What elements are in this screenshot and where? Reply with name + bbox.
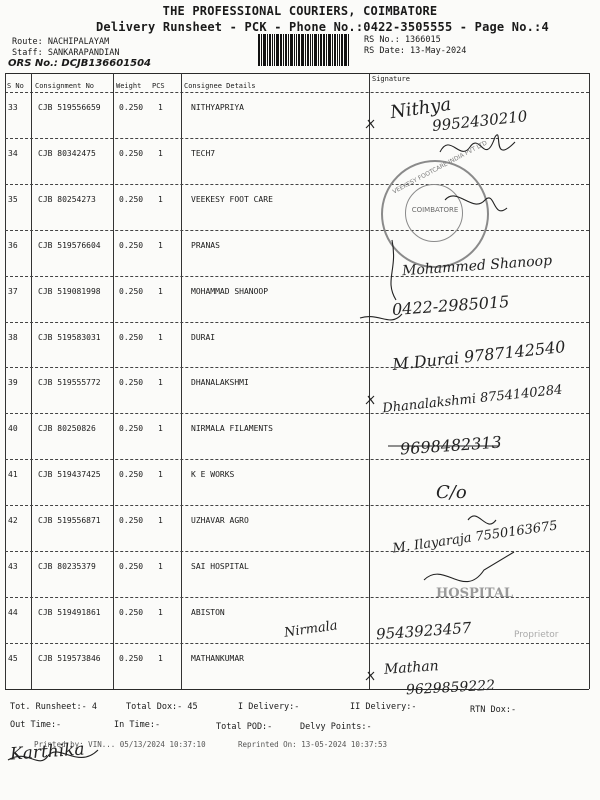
row-pieces: 1	[158, 562, 163, 571]
row-serial-number: 33	[8, 103, 18, 112]
row-consignee-name: NITHYAPRIYA	[191, 103, 244, 112]
printed-line: Printed by: VIN... 05/13/2024 10:37:10	[34, 740, 206, 749]
column-header-consignment: Consignment No	[35, 82, 95, 90]
column-header-consignee: Consignee Details	[184, 82, 256, 90]
row-consignee-name: UZHAVAR AGRO	[191, 516, 249, 526]
row-serial-number: 44	[8, 607, 18, 617]
row-consignment-number: CJB 519081998	[38, 286, 101, 296]
signature-45: Mathan	[383, 658, 440, 678]
total-pod: Total POD:-	[216, 722, 273, 732]
row-weight: 0.250	[119, 240, 144, 250]
column-header-weight: Weight	[116, 82, 142, 90]
row-weight: 0.250	[119, 378, 144, 388]
row-serial-number: 36	[8, 240, 18, 250]
row-pieces: 1	[158, 103, 163, 112]
signature-scribble	[424, 552, 514, 582]
row-consignment-number: CJB 80235379	[38, 562, 96, 571]
column-header-signature: Signature	[372, 75, 410, 83]
row-serial-number: 41	[8, 470, 18, 480]
footer-signature: Karthika	[9, 739, 86, 765]
row-serial-number: 34	[8, 148, 18, 158]
row-consignee-name: VEEKESY FOOT CARE	[191, 194, 273, 204]
row-consignee-name: TECH7	[191, 148, 216, 158]
row-pieces: 1	[158, 286, 163, 296]
row-consignee-name: MATHANKUMAR	[191, 653, 244, 663]
row-serial-number: 40	[8, 424, 18, 434]
row-serial-number: 39	[8, 378, 18, 388]
phone-40: 9698482313	[399, 432, 503, 459]
row-consignment-number: CJB 519555772	[38, 378, 101, 388]
row-pieces: 1	[158, 653, 163, 663]
row-pieces: 1	[158, 378, 163, 388]
row-weight: 0.250	[119, 103, 144, 112]
row-pieces: 1	[158, 332, 163, 342]
row-weight: 0.250	[119, 424, 144, 434]
rs-date: RS Date: 13-May-2024	[364, 46, 467, 56]
out-time: Out Time:-	[10, 720, 62, 730]
signature-scribble	[468, 516, 496, 524]
row-pieces: 1	[158, 194, 163, 204]
stamp-ring-text: VEEKESY FOOTCARE INDIA PVT LTD	[391, 139, 489, 196]
row-pieces: 1	[158, 240, 163, 250]
table-bottom-border	[5, 689, 589, 690]
proprietor-stamp-text: Proprietor	[514, 630, 559, 640]
row-weight: 0.250	[119, 516, 144, 526]
row-serial-number: 43	[8, 562, 18, 571]
phone-44: 9543923457	[375, 618, 472, 644]
total-runsheet: Tot. Runsheet:- 4	[10, 702, 97, 712]
reprinted-line: Reprinted On: 13-05-2024 10:37:53	[238, 740, 388, 749]
cross-mark-icon	[366, 396, 374, 404]
bracket-stroke	[391, 240, 396, 300]
row-pieces: 1	[158, 516, 163, 526]
row-consignment-number: CJB 519437425	[38, 470, 101, 480]
row-serial-number: 35	[8, 194, 18, 204]
row-consignment-number: CJB 80342475	[38, 148, 96, 158]
row-consignee-name: PRANAS	[191, 240, 220, 250]
row-consignee-name: DHANALAKSHMI	[191, 378, 249, 388]
row-consignee-name: NIRMALA FILAMENTS	[191, 424, 273, 434]
row-consignment-number: CJB 519583031	[38, 332, 101, 342]
row-serial-number: 37	[8, 286, 18, 296]
cross-mark-icon	[366, 120, 374, 128]
row-weight: 0.250	[119, 286, 144, 296]
column-header-sno: S No	[7, 82, 24, 90]
signature-41: C/o	[436, 482, 467, 503]
row-consignment-number: CJB 80250826	[38, 424, 96, 434]
delivery-points: Delvy Points:-	[300, 722, 372, 732]
second-delivery: II Delivery:-	[350, 702, 417, 712]
hospital-stamp-text: HOSPITAL	[436, 586, 514, 601]
row-consignment-number: CJB 519576604	[38, 240, 101, 250]
row-serial-number: 45	[8, 653, 18, 663]
row-serial-number: 42	[8, 516, 18, 526]
signature-37: Mohammed Shanoop	[401, 252, 553, 280]
return-dox: RTN Dox:-	[470, 705, 517, 715]
row-consignment-number: CJB 519556871	[38, 516, 101, 526]
row-consignee-name: SAI HOSPITAL	[191, 562, 249, 571]
signature-33: Nithya	[388, 93, 453, 124]
row-weight: 0.250	[119, 607, 144, 617]
row-weight: 0.250	[119, 148, 144, 158]
signature-scribble	[440, 135, 515, 152]
row-consignee-name: ABISTON	[191, 607, 225, 617]
signature-scribble	[445, 196, 507, 211]
stamp-center-text: COIMBATORE	[411, 206, 459, 214]
route-label: Route: NACHIPALAYAM	[12, 37, 110, 47]
column-header-pcs: PCS	[152, 82, 165, 90]
phone-33: 9952430210	[431, 107, 529, 135]
signature-42: M. Ilayaraja 7550163675	[391, 518, 559, 557]
staff-label: Staff: SANKARAPANDIAN	[12, 48, 120, 58]
row-consignee-name: MOHAMMAD SHANOOP	[191, 286, 269, 296]
phone-45: 9629859222	[405, 677, 496, 699]
row-pieces: 1	[158, 470, 163, 480]
rs-number: RS No.: 1366015	[364, 35, 441, 45]
first-delivery: I Delivery:-	[238, 702, 300, 712]
row-pieces: 1	[158, 148, 163, 158]
row-weight: 0.250	[119, 470, 144, 480]
in-time: In Time:-	[114, 720, 161, 730]
row-consignment-number: CJB 519573846	[38, 653, 101, 663]
row-consignee-name: K E WORKS	[191, 470, 235, 480]
signature-44: Nirmala	[283, 618, 339, 641]
row-consignment-number: CJB 80254273	[38, 194, 96, 204]
ors-number: ORS No.: DCJB136601504	[8, 58, 152, 69]
row-pieces: 1	[158, 424, 163, 434]
row-consignee-name: DURAI	[191, 332, 216, 342]
row-serial-number: 38	[8, 332, 18, 342]
signature-39: Dhanalakshmi 8754140284	[381, 382, 564, 417]
row-pieces: 1	[158, 607, 163, 617]
total-dox: Total Dox:- 45	[126, 702, 198, 712]
document-title: THE PROFESSIONAL COURIERS, COIMBATORE	[162, 4, 438, 18]
row-weight: 0.250	[119, 653, 144, 663]
row-weight: 0.250	[119, 332, 144, 342]
signature-38: M.Durai 9787142540	[391, 336, 567, 375]
row-consignment-number: CJB 519491861	[38, 607, 101, 617]
row-consignment-number: CJB 519556659	[38, 103, 101, 112]
row-weight: 0.250	[119, 562, 144, 571]
phone-37: 0422-2985015	[391, 291, 510, 320]
cross-mark-icon	[366, 672, 374, 680]
row-weight: 0.250	[119, 194, 144, 204]
runsheet-subtitle: Delivery Runsheet - PCK - Phone No.:0422-3505555 - Page No.:4	[96, 20, 549, 34]
